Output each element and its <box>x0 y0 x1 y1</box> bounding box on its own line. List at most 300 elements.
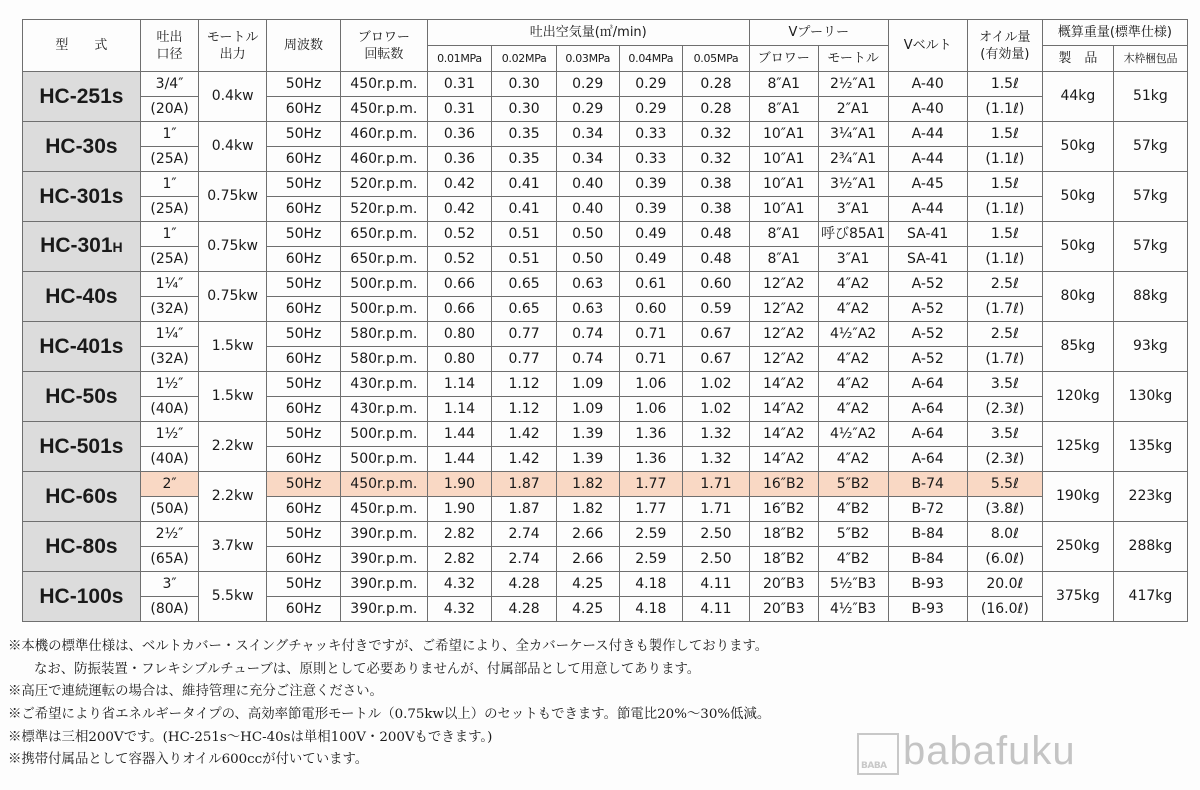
air-volume-value: 1.39 <box>556 422 619 447</box>
table-row <box>23 172 1188 197</box>
air-volume-value: 0.71 <box>619 322 683 347</box>
oil-volume: 2.5ℓ <box>967 272 1042 297</box>
model-name: HC-301H <box>23 222 141 272</box>
air-volume-value: 4.32 <box>427 572 492 597</box>
header-pulley-blower: ブロワー <box>749 46 818 72</box>
weight-product: 85kg <box>1042 322 1113 372</box>
air-volume-value: 1.36 <box>619 447 683 472</box>
watermark-text: babafuku <box>903 729 1076 773</box>
blower-speed: 450r.p.m. <box>341 472 428 497</box>
weight-crate: 417kg <box>1113 572 1187 622</box>
frequency: 50Hz <box>267 222 341 247</box>
model-name: HC-301s <box>23 172 141 222</box>
pulley-motor: 4½″B3 <box>818 597 888 622</box>
air-volume-value: 2.66 <box>556 522 619 547</box>
blower-speed: 650r.p.m. <box>341 222 428 247</box>
air-volume-value: 0.29 <box>556 97 619 122</box>
watermark <box>857 729 1087 778</box>
air-volume-value: 1.82 <box>556 472 619 497</box>
air-volume-value: 1.71 <box>683 472 750 497</box>
air-volume-value: 0.60 <box>683 272 750 297</box>
oil-volume: (3.8ℓ) <box>967 497 1042 522</box>
v-belt: A-44 <box>888 122 967 147</box>
header-pressure: 0.04MPa <box>619 46 683 72</box>
note-line: ※ご希望により省エネルギータイプの、高効率節電形モートル（0.75kw以上）のセットもできます。節電比20%〜30%低減。 <box>8 707 771 723</box>
weight-crate: 130kg <box>1113 372 1187 422</box>
weight-crate: 57kg <box>1113 222 1187 272</box>
motor-output: 1.5kw <box>199 372 267 422</box>
pulley-blower: 16″B2 <box>749 497 818 522</box>
header-oil: オイル量 (有効量) <box>967 20 1042 72</box>
weight-product: 250kg <box>1042 522 1113 572</box>
weight-product: 50kg <box>1042 172 1113 222</box>
air-volume-value: 2.50 <box>683 522 750 547</box>
air-volume-value: 0.66 <box>427 272 492 297</box>
air-volume-value: 0.71 <box>619 347 683 372</box>
air-volume-value: 1.90 <box>427 472 492 497</box>
frequency: 50Hz <box>267 272 341 297</box>
frequency: 60Hz <box>267 397 341 422</box>
port-size: 2½″ <box>140 522 198 547</box>
oil-volume: 2.5ℓ <box>967 322 1042 347</box>
table-row <box>23 72 1188 97</box>
v-belt: B-93 <box>888 597 967 622</box>
v-belt: A-52 <box>888 297 967 322</box>
motor-output: 0.75kw <box>199 222 267 272</box>
blower-speed: 520r.p.m. <box>341 172 428 197</box>
air-volume-value: 0.32 <box>683 122 750 147</box>
header-freq: 周波数 <box>267 20 341 72</box>
port-size: 1½″ <box>140 372 198 397</box>
port-size-a: (20A) <box>140 97 198 122</box>
frequency: 50Hz <box>267 422 341 447</box>
frequency: 50Hz <box>267 372 341 397</box>
note-line: ※高圧で連続運転の場合は、維持管理に充分ご注意ください。 <box>8 684 383 700</box>
frequency: 60Hz <box>267 447 341 472</box>
air-volume-value: 0.52 <box>427 222 492 247</box>
header-port: 吐出 口径 <box>140 20 198 72</box>
air-volume-value: 0.42 <box>427 172 492 197</box>
header-weight-crate: 木枠梱包品 <box>1113 46 1187 72</box>
air-volume-value: 0.49 <box>619 247 683 272</box>
pulley-motor: 5″B2 <box>818 522 888 547</box>
oil-volume: (1.1ℓ) <box>967 147 1042 172</box>
weight-product: 120kg <box>1042 372 1113 422</box>
pulley-motor: 2″A1 <box>818 97 888 122</box>
port-size-a: (25A) <box>140 197 198 222</box>
air-volume-value: 0.59 <box>683 297 750 322</box>
table-row <box>23 147 1188 172</box>
pulley-motor: 4½″A2 <box>818 322 888 347</box>
air-volume-value: 1.71 <box>683 497 750 522</box>
blower-speed: 580r.p.m. <box>341 322 428 347</box>
air-volume-value: 0.48 <box>683 247 750 272</box>
pulley-motor: 3¼″A1 <box>818 122 888 147</box>
air-volume-value: 1.36 <box>619 422 683 447</box>
oil-volume: (16.0ℓ) <box>967 597 1042 622</box>
table-row <box>23 397 1188 422</box>
v-belt: A-52 <box>888 347 967 372</box>
air-volume-value: 0.77 <box>492 347 557 372</box>
port-size: 1″ <box>140 122 198 147</box>
v-belt: A-64 <box>888 397 967 422</box>
pulley-blower: 14″A2 <box>749 422 818 447</box>
v-belt: B-72 <box>888 497 967 522</box>
spec-table <box>22 19 1188 622</box>
air-volume-value: 0.34 <box>556 147 619 172</box>
air-volume-value: 0.30 <box>492 72 557 97</box>
air-volume-value: 2.50 <box>683 547 750 572</box>
frequency: 60Hz <box>267 247 341 272</box>
air-volume-value: 0.31 <box>427 97 492 122</box>
air-volume-value: 1.12 <box>492 372 557 397</box>
weight-product: 375kg <box>1042 572 1113 622</box>
model-name: HC-100s <box>23 572 141 622</box>
note-line: なお、防振装置・フレキシブルチューブは、原則として必要ありませんが、付属部品として用意してあります。 <box>34 661 701 677</box>
air-volume-value: 4.18 <box>619 572 683 597</box>
air-volume-value: 0.50 <box>556 222 619 247</box>
weight-product: 50kg <box>1042 222 1113 272</box>
weight-crate: 93kg <box>1113 322 1187 372</box>
blower-speed: 450r.p.m. <box>341 72 428 97</box>
frequency: 60Hz <box>267 497 341 522</box>
air-volume-value: 0.74 <box>556 347 619 372</box>
air-volume-value: 2.59 <box>619 522 683 547</box>
note-line: ※本機の標準仕様は、ベルトカバー・スイングチャッキ付きですが、ご希望により、全カバーケース付きも製作しております。 <box>8 639 769 654</box>
table-row <box>23 572 1188 597</box>
port-size: 1¼″ <box>140 322 198 347</box>
pulley-motor: 5½″B3 <box>818 572 888 597</box>
header-pressure: 0.01MPa <box>427 46 492 72</box>
v-belt: B-93 <box>888 572 967 597</box>
air-volume-value: 0.77 <box>492 322 557 347</box>
pulley-motor: 4″A2 <box>818 372 888 397</box>
blower-speed: 650r.p.m. <box>341 247 428 272</box>
pulley-motor: 呼び85A1 <box>818 222 888 247</box>
frequency: 50Hz <box>267 472 341 497</box>
v-belt: A-64 <box>888 422 967 447</box>
air-volume-value: 2.59 <box>619 547 683 572</box>
air-volume-value: 2.74 <box>492 547 557 572</box>
table-row <box>23 547 1188 572</box>
header-weight-product: 製 品 <box>1042 46 1113 72</box>
frequency: 60Hz <box>267 97 341 122</box>
v-belt: A-64 <box>888 372 967 397</box>
pulley-motor: 2½″A1 <box>818 72 888 97</box>
model-name: HC-30s <box>23 122 141 172</box>
pulley-blower: 10″A1 <box>749 197 818 222</box>
weight-product: 44kg <box>1042 72 1113 122</box>
air-volume-value: 0.63 <box>556 272 619 297</box>
pulley-blower: 12″A2 <box>749 347 818 372</box>
pulley-motor: 5″B2 <box>818 472 888 497</box>
note-line: ※標準は三相200Vです。(HC-251s〜HC-40sは単相100V・200Vもできます。) <box>8 729 493 745</box>
header-v-pulley: Vプーリー <box>749 20 888 46</box>
air-volume-value: 1.77 <box>619 472 683 497</box>
pulley-motor: 4″B2 <box>818 547 888 572</box>
header-motor: モートル 出力 <box>199 20 267 72</box>
table-row <box>23 472 1188 497</box>
air-volume-value: 0.30 <box>492 97 557 122</box>
v-belt: B-84 <box>888 522 967 547</box>
air-volume-value: 0.35 <box>492 147 557 172</box>
pulley-blower: 18″B2 <box>749 547 818 572</box>
air-volume-value: 4.11 <box>683 597 750 622</box>
air-volume-value: 0.29 <box>619 72 683 97</box>
pulley-blower: 8″A1 <box>749 247 818 272</box>
blower-speed: 430r.p.m. <box>341 372 428 397</box>
pulley-blower: 18″B2 <box>749 522 818 547</box>
oil-volume: 8.0ℓ <box>967 522 1042 547</box>
air-volume-value: 1.87 <box>492 497 557 522</box>
air-volume-value: 0.51 <box>492 222 557 247</box>
air-volume-value: 0.80 <box>427 322 492 347</box>
oil-volume: 1.5ℓ <box>967 122 1042 147</box>
note-line: ※携帯付属品として容器入りオイル600ccが付いています。 <box>8 752 369 768</box>
table-row <box>23 97 1188 122</box>
air-volume-value: 0.42 <box>427 197 492 222</box>
air-volume-value: 0.40 <box>556 197 619 222</box>
air-volume-value: 1.06 <box>619 372 683 397</box>
pulley-motor: 4″A2 <box>818 397 888 422</box>
oil-volume: (1.1ℓ) <box>967 247 1042 272</box>
air-volume-value: 1.90 <box>427 497 492 522</box>
table-row <box>23 247 1188 272</box>
blower-speed: 450r.p.m. <box>341 97 428 122</box>
weight-crate: 57kg <box>1113 172 1187 222</box>
weight-crate: 51kg <box>1113 72 1187 122</box>
table-row <box>23 222 1188 247</box>
table-row <box>23 422 1188 447</box>
air-volume-value: 0.33 <box>619 122 683 147</box>
oil-volume: 3.5ℓ <box>967 372 1042 397</box>
air-volume-value: 4.28 <box>492 572 557 597</box>
header-air-volume: 吐出空気量(㎥/min) <box>427 20 749 46</box>
oil-volume: 20.0ℓ <box>967 572 1042 597</box>
blower-speed: 460r.p.m. <box>341 122 428 147</box>
air-volume-value: 1.14 <box>427 372 492 397</box>
pulley-blower: 12″A2 <box>749 272 818 297</box>
air-volume-value: 1.09 <box>556 372 619 397</box>
blower-speed: 390r.p.m. <box>341 522 428 547</box>
air-volume-value: 0.36 <box>427 122 492 147</box>
weight-crate: 57kg <box>1113 122 1187 172</box>
air-volume-value: 0.66 <box>427 297 492 322</box>
port-size: 1″ <box>140 222 198 247</box>
pulley-blower: 20″B3 <box>749 597 818 622</box>
frequency: 50Hz <box>267 572 341 597</box>
weight-crate: 223kg <box>1113 472 1187 522</box>
pulley-motor: 4½″A2 <box>818 422 888 447</box>
pulley-motor: 3″A1 <box>818 247 888 272</box>
blower-speed: 450r.p.m. <box>341 497 428 522</box>
air-volume-value: 2.66 <box>556 547 619 572</box>
motor-output: 0.4kw <box>199 122 267 172</box>
air-volume-value: 0.50 <box>556 247 619 272</box>
air-volume-value: 2.74 <box>492 522 557 547</box>
air-volume-value: 4.25 <box>556 597 619 622</box>
air-volume-value: 0.40 <box>556 172 619 197</box>
air-volume-value: 0.36 <box>427 147 492 172</box>
motor-output: 0.4kw <box>199 72 267 122</box>
frequency: 60Hz <box>267 147 341 172</box>
oil-volume: 1.5ℓ <box>967 72 1042 97</box>
air-volume-value: 1.32 <box>683 447 750 472</box>
weight-product: 80kg <box>1042 272 1113 322</box>
air-volume-value: 0.29 <box>556 72 619 97</box>
air-volume-value: 1.06 <box>619 397 683 422</box>
air-volume-value: 0.31 <box>427 72 492 97</box>
motor-output: 5.5kw <box>199 572 267 622</box>
weight-crate: 135kg <box>1113 422 1187 472</box>
oil-volume: (6.0ℓ) <box>967 547 1042 572</box>
model-name: HC-80s <box>23 522 141 572</box>
air-volume-value: 0.39 <box>619 197 683 222</box>
motor-output: 0.75kw <box>199 272 267 322</box>
pulley-motor: 4″B2 <box>818 497 888 522</box>
oil-volume: (1.1ℓ) <box>967 197 1042 222</box>
blower-speed: 520r.p.m. <box>341 197 428 222</box>
v-belt: SA-41 <box>888 222 967 247</box>
pulley-motor: 3″A1 <box>818 197 888 222</box>
blower-speed: 580r.p.m. <box>341 347 428 372</box>
v-belt: A-52 <box>888 272 967 297</box>
pulley-blower: 14″A2 <box>749 372 818 397</box>
v-belt: A-45 <box>888 172 967 197</box>
watermark-logo: BABA <box>857 733 899 775</box>
oil-volume: 3.5ℓ <box>967 422 1042 447</box>
port-size-a: (40A) <box>140 447 198 472</box>
port-size-a: (25A) <box>140 247 198 272</box>
pulley-motor: 4″A2 <box>818 272 888 297</box>
motor-output: 0.75kw <box>199 172 267 222</box>
frequency: 60Hz <box>267 197 341 222</box>
air-volume-value: 0.33 <box>619 147 683 172</box>
header-pressure: 0.02MPa <box>492 46 557 72</box>
table-row <box>23 122 1188 147</box>
air-volume-value: 0.67 <box>683 347 750 372</box>
table-row <box>23 447 1188 472</box>
air-volume-value: 0.80 <box>427 347 492 372</box>
blower-speed: 390r.p.m. <box>341 572 428 597</box>
oil-volume: (1.7ℓ) <box>967 347 1042 372</box>
header-blower-speed: ブロワー 回転数 <box>341 20 428 72</box>
air-volume-value: 1.87 <box>492 472 557 497</box>
model-name: HC-60s <box>23 472 141 522</box>
air-volume-value: 0.61 <box>619 272 683 297</box>
table-row <box>23 372 1188 397</box>
oil-volume: (1.1ℓ) <box>967 97 1042 122</box>
port-size: 1½″ <box>140 422 198 447</box>
blower-speed: 500r.p.m. <box>341 297 428 322</box>
air-volume-value: 0.29 <box>619 97 683 122</box>
header-pressure: 0.05MPa <box>683 46 750 72</box>
air-volume-value: 0.49 <box>619 222 683 247</box>
frequency: 50Hz <box>267 72 341 97</box>
model-name: HC-40s <box>23 272 141 322</box>
pulley-motor: 3½″A1 <box>818 172 888 197</box>
air-volume-value: 1.32 <box>683 422 750 447</box>
air-volume-value: 0.34 <box>556 122 619 147</box>
port-size: 3/4″ <box>140 72 198 97</box>
table-row <box>23 347 1188 372</box>
port-size-a: (32A) <box>140 297 198 322</box>
blower-speed: 500r.p.m. <box>341 272 428 297</box>
v-belt: SA-41 <box>888 247 967 272</box>
frequency: 60Hz <box>267 547 341 572</box>
v-belt: B-74 <box>888 472 967 497</box>
weight-crate: 88kg <box>1113 272 1187 322</box>
pulley-motor: 4″A2 <box>818 297 888 322</box>
motor-output: 1.5kw <box>199 322 267 372</box>
weight-product: 125kg <box>1042 422 1113 472</box>
air-volume-value: 1.14 <box>427 397 492 422</box>
pulley-blower: 10″A1 <box>749 172 818 197</box>
air-volume-value: 0.38 <box>683 172 750 197</box>
header-v-belt: Vベルト <box>888 20 967 72</box>
blower-speed: 430r.p.m. <box>341 397 428 422</box>
header-pressure: 0.03MPa <box>556 46 619 72</box>
blower-speed: 390r.p.m. <box>341 597 428 622</box>
model-name: HC-251s <box>23 72 141 122</box>
weight-product: 50kg <box>1042 122 1113 172</box>
oil-volume: 1.5ℓ <box>967 222 1042 247</box>
air-volume-value: 1.39 <box>556 447 619 472</box>
air-volume-value: 0.65 <box>492 272 557 297</box>
air-volume-value: 0.28 <box>683 97 750 122</box>
air-volume-value: 0.41 <box>492 197 557 222</box>
air-volume-value: 1.12 <box>492 397 557 422</box>
air-volume-value: 4.25 <box>556 572 619 597</box>
weight-crate: 288kg <box>1113 522 1187 572</box>
frequency: 60Hz <box>267 297 341 322</box>
air-volume-value: 1.77 <box>619 497 683 522</box>
oil-volume: 5.5ℓ <box>967 472 1042 497</box>
port-size-a: (50A) <box>140 497 198 522</box>
table-row <box>23 597 1188 622</box>
pulley-blower: 10″A1 <box>749 122 818 147</box>
air-volume-value: 1.02 <box>683 372 750 397</box>
air-volume-value: 1.82 <box>556 497 619 522</box>
v-belt: A-52 <box>888 322 967 347</box>
model-name: HC-501s <box>23 422 141 472</box>
oil-volume: (1.7ℓ) <box>967 297 1042 322</box>
v-belt: A-64 <box>888 447 967 472</box>
air-volume-value: 0.48 <box>683 222 750 247</box>
blower-speed: 500r.p.m. <box>341 447 428 472</box>
oil-volume: (2.3ℓ) <box>967 447 1042 472</box>
motor-output: 2.2kw <box>199 422 267 472</box>
port-size: 2″ <box>140 472 198 497</box>
table-row <box>23 497 1188 522</box>
air-volume-value: 1.09 <box>556 397 619 422</box>
pulley-blower: 20″B3 <box>749 572 818 597</box>
pulley-blower: 16″B2 <box>749 472 818 497</box>
air-volume-value: 1.02 <box>683 397 750 422</box>
model-name: HC-401s <box>23 322 141 372</box>
air-volume-value: 0.60 <box>619 297 683 322</box>
air-volume-value: 4.11 <box>683 572 750 597</box>
port-size-a: (32A) <box>140 347 198 372</box>
air-volume-value: 0.67 <box>683 322 750 347</box>
motor-output: 3.7kw <box>199 522 267 572</box>
model-name: HC-50s <box>23 372 141 422</box>
pulley-blower: 8″A1 <box>749 72 818 97</box>
blower-speed: 460r.p.m. <box>341 147 428 172</box>
air-volume-value: 4.18 <box>619 597 683 622</box>
frequency: 60Hz <box>267 597 341 622</box>
oil-volume: (2.3ℓ) <box>967 397 1042 422</box>
